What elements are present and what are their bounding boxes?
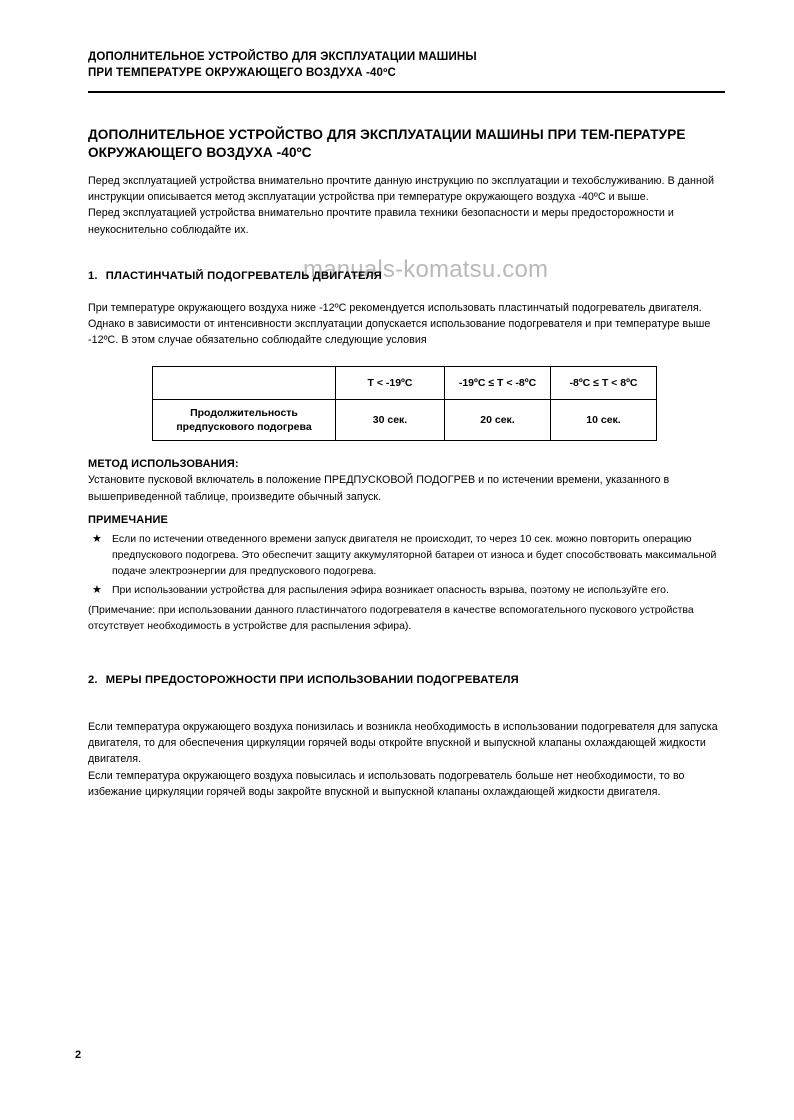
table-header-cell-range-1: T < -19ºC: [336, 367, 445, 400]
table-header-cell-range-2: -19ºC ≤ T < -8ºC: [445, 367, 551, 400]
table-cell-duration-1: 30 сек.: [336, 400, 445, 441]
section-heading-2: [88, 673, 728, 688]
remark-heading: ПРИМЕЧАНИЕ: [88, 513, 169, 526]
intro-paragraph-1: Перед эксплуатацией устройства внимательно прочтите данную инструкцию по эксплуатации и техобслуживанию. В данной инструкции описывается метод эксплуатации устройства при температуре окружающего воздуха -40ºC и выше.: [88, 175, 714, 204]
table-row-label: [153, 400, 336, 441]
intro-paragraph-2: Перед эксплуатацией устройства внимательно прочтите правила техники безопасности и меры предосторожности и неукоснительно соблюдайте их.: [88, 207, 674, 236]
preheat-conditions-table-wrapper: [152, 366, 728, 441]
section-heading-1: [88, 269, 728, 284]
list-item: [88, 582, 728, 598]
table-cell-duration-2: 20 сек.: [445, 400, 551, 441]
method-paragraph: Установите пусковой включатель в положение ПРЕДПУСКОВОЙ ПОДОГРЕВ и по истечении времени, указанного в вышеприведенной таблице, произведите обычный запуск.: [88, 474, 670, 503]
table-row-label-line-1: Продолжительность: [190, 407, 298, 420]
running-header: [88, 50, 728, 81]
section-1-paragraph: При температуре окружающего воздуха ниже -12ºC рекомендуется использовать пластинчатый подогреватель двигателя. Однако в зависимости от интенсивности эксплуатации допускается использование подогревателя и при температуре выше -12ºC. В этом случае обязательно соблюдайте следующие условия: [88, 301, 711, 347]
table-row: [153, 400, 657, 441]
section-2-paragraph-1: Если температура окружающего воздуха понизилась и возникла необходимость в использовании подогревателя для запуска двигателя, то для обеспечения циркуляции горячей воды откройте впускной и выпускной клапаны охлаждающей жидкости двигателя.: [88, 721, 718, 766]
header-divider-rule: [88, 91, 725, 93]
table-header-cell-blank: [153, 367, 336, 400]
remark-item-text-1: Если по истечении отведенного времени запуск двигателя не происходит, то через 10 сек. можно повторить операцию предпускового подогрева. Это обеспечит защиту аккумуляторной батареи от износа и будет способствовать максимальной подаче электроэнергии для предпускового подогрева.: [112, 532, 717, 578]
section-title-1: ПЛАСТИНЧАТЫЙ ПОДОГРЕВАТЕЛЬ ДВИГАТЕЛЯ: [105, 269, 383, 282]
section-number-1: 1.: [88, 269, 98, 282]
star-icon: ★: [92, 532, 102, 545]
method-heading: МЕТОД ИСПОЛЬЗОВАНИЯ:: [88, 458, 239, 471]
table-cell-duration-3: 10 сек.: [551, 400, 657, 441]
page-number: 2: [75, 1049, 82, 1061]
table-row-label-line-2: предпускового подогрева: [176, 421, 312, 434]
section-title-2: МЕРЫ ПРЕДОСТОРОЖНОСТИ ПРИ ИСПОЛЬЗОВАНИИ ПОДОГРЕВАТЕЛЯ: [105, 674, 519, 687]
remark-parenthetical: (Примечание: при использовании данного пластинчатого подогревателя в качестве вспомогательного пускового устройства отсутствует необходимость в устройстве для распыления эфира).: [88, 603, 694, 632]
main-content: [88, 126, 728, 800]
star-icon: ★: [92, 584, 102, 597]
remark-list: [88, 531, 728, 599]
section-2-paragraph-2: Если температура окружающего воздуха повысилась и использовать подогреватель больше нет необходимости, то во избежание циркуляции горячей воды закройте впускной и выпускной клапаны охлаждающей жидкости двигателя.: [88, 769, 685, 798]
running-header-line-2: ПРИ ТЕМПЕРАТУРЕ ОКРУЖАЮЩЕГО ВОЗДУХА -40ºC: [88, 66, 396, 79]
section-number-2: 2.: [88, 674, 98, 687]
watermark-text: manuals-komatsu.com: [303, 256, 549, 283]
preheat-conditions-table: [152, 366, 657, 441]
table-header-row: [153, 367, 657, 400]
table-header-cell-range-3: -8ºC ≤ T < 8ºC: [551, 367, 657, 400]
running-header-line-1: ДОПОЛНИТЕЛЬНОЕ УСТРОЙСТВО ДЛЯ ЭКСПЛУАТАЦИИ МАШИНЫ: [88, 51, 477, 63]
remark-item-text-2: При использовании устройства для распыления эфира возникает опасность взрыва, поэтому не используйте его.: [112, 584, 669, 597]
page-title: ДОПОЛНИТЕЛЬНОЕ УСТРОЙСТВО ДЛЯ ЭКСПЛУАТАЦИИ МАШИНЫ ПРИ ТЕМ-ПЕРАТУРЕ ОКРУЖАЮЩЕГО ВОЗДУХА -40ºC: [88, 127, 686, 160]
list-item: [88, 531, 728, 580]
